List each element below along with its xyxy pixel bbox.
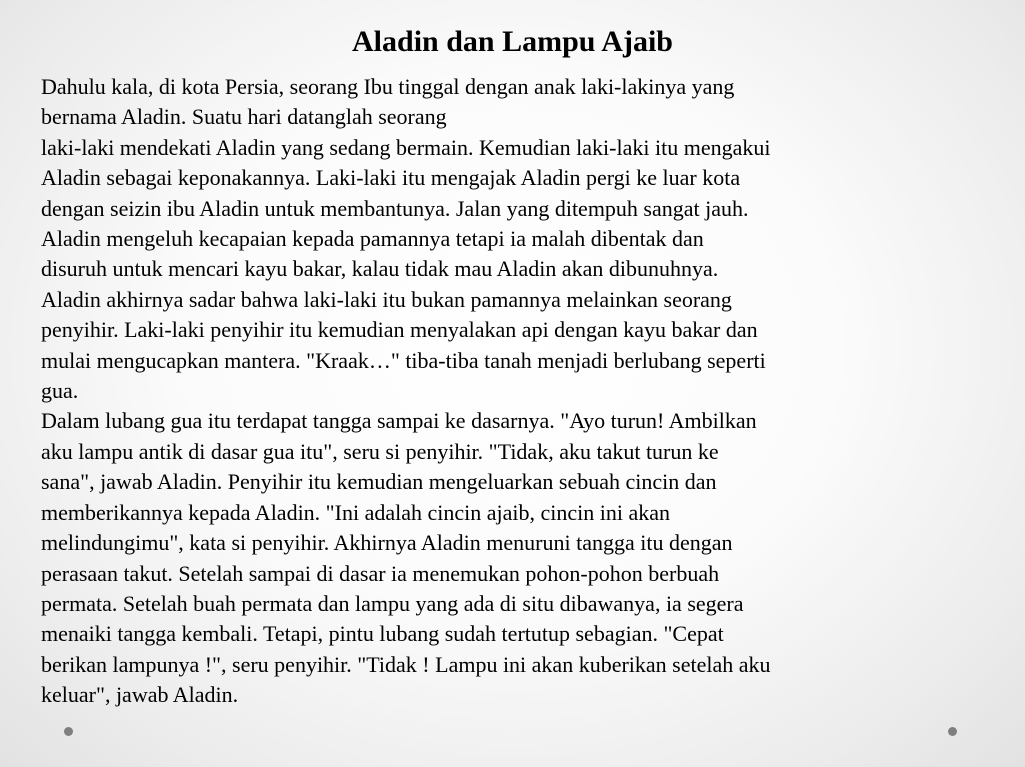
text-line: gua.: [41, 378, 79, 404]
story-text: [41, 72, 991, 711]
text-line: Dahulu kala, di kota Persia, seorang Ibu tinggal dengan anak laki-lakinya yang: [41, 74, 735, 99]
text-line: Aladin mengeluh kecapaian kepada pamannya tetapi ia malah dibentak dan: [41, 226, 704, 252]
text-line: bernama Aladin. Suatu hari datanglah seorang: [41, 104, 447, 130]
text-line: memberikannya kepada Aladin. "Ini adalah cincin ajaib, cincin ini akan: [41, 499, 671, 525]
text-line: perasaan takut. Setelah sampai di dasar ia menemukan pohon-pohon berbuah: [41, 560, 720, 586]
text-line: melindungimu", kata si penyihir. Akhirnya Aladin menuruni tangga itu dengan: [41, 530, 733, 556]
text-line: sana", jawab Aladin. Penyihir itu kemudian mengeluarkan sebuah cincin dan: [41, 469, 717, 495]
text-line: keluar", jawab Aladin.: [41, 682, 239, 708]
text-line: menaiki tangga kembali. Tetapi, pintu lubang sudah tertutup sebagian. "Cepat: [41, 621, 724, 647]
text-line: berikan lampunya !", seru penyihir. "Tidak ! Lampu ini akan kuberikan setelah aku: [41, 651, 771, 677]
text-line: disuruh untuk mencari kayu bakar, kalau tidak mau Aladin akan dibunuhnya.: [41, 256, 719, 282]
decorative-dot-right: [948, 727, 957, 736]
text-line: aku lampu antik di dasar gua itu", seru si penyihir. "Tidak, aku takut turun ke: [41, 438, 719, 464]
text-line: permata. Setelah buah permata dan lampu yang ada di situ dibawanya, ia segera: [41, 590, 744, 616]
decorative-dot-left: [64, 727, 73, 736]
text-line: Aladin akhirnya sadar bahwa laki-laki itu bukan pamannya melainkan seorang: [41, 286, 732, 312]
text-line: laki-laki mendekati Aladin yang sedang bermain. Kemudian laki-laki itu mengakui: [41, 134, 771, 160]
text-line: dengan seizin ibu Aladin untuk membantunya. Jalan yang ditempuh sangat jauh.: [41, 195, 749, 221]
text-line: penyihir. Laki-laki penyihir itu kemudian menyalakan api dengan kayu bakar dan: [41, 317, 758, 343]
text-line: mulai mengucapkan mantera. "Kraak…" tiba-tiba tanah menjadi berlubang seperti: [41, 347, 766, 373]
text-line: Aladin sebagai keponakannya. Laki-laki itu mengajak Aladin pergi ke luar kota: [41, 165, 741, 191]
text-line: Dalam lubang gua itu terdapat tangga sampai ke dasarnya. "Ayo turun! Ambilkan: [41, 408, 757, 434]
slide-title: Aladin dan Lampu Ajaib: [352, 25, 673, 58]
